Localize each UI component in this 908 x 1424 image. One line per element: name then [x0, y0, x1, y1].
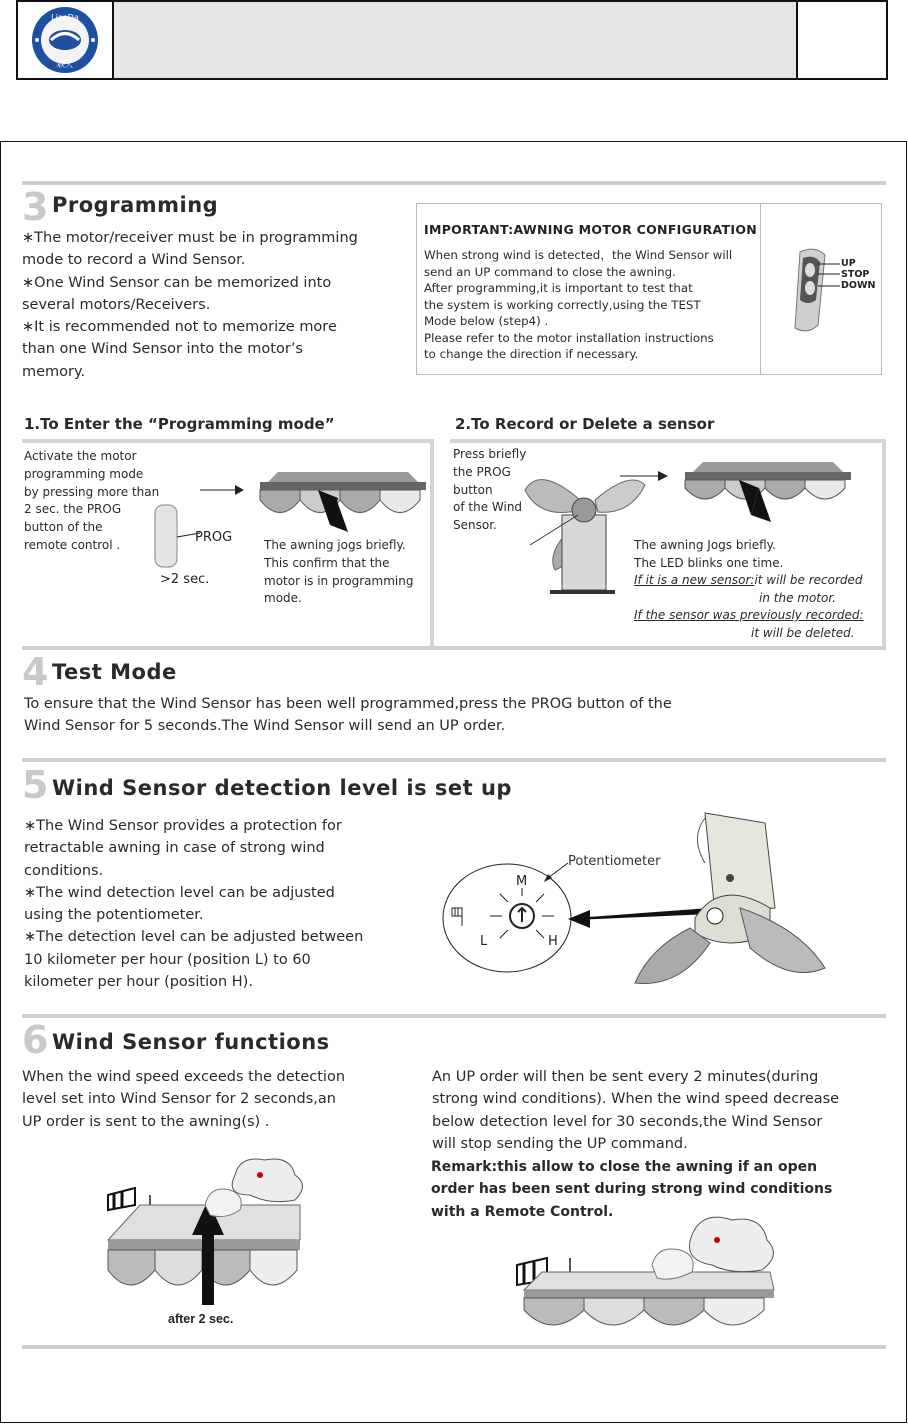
step2-title: 2.To Record or Delete a sensor [455, 415, 715, 433]
dial-label-l: L [480, 934, 488, 949]
dial-label-h: H [548, 934, 558, 949]
section-number: 3 [22, 185, 49, 229]
step1-title: 1.To Enter the “Programming mode” [24, 415, 335, 433]
section3-text: ∗The motor/receiver must be in programming mode to record a Wind Sensor. ∗One Wind Sensor can be memorized into several motors/Receivers. ∗It is recommended not to memorize more than one Wind Sensor into the motor’s memory. [22, 230, 358, 380]
section-divider [22, 1345, 886, 1349]
section-number: 5 [22, 763, 49, 807]
step2-result-line1: The awning Jogs briefly. [634, 538, 776, 552]
awning-closed-wind-icon [512, 1210, 802, 1350]
step2-instructions: Press briefly the PROG button of the Wind Sensor. [453, 447, 527, 533]
section-title: Wind Sensor detection level is set up [52, 776, 512, 800]
awning-jog-icon-2 [683, 460, 853, 525]
step2-top-bar [450, 439, 886, 443]
document-header [16, 0, 888, 80]
header-title-cell [114, 2, 798, 78]
section-divider [22, 1014, 886, 1018]
section-title: Wind Sensor functions [52, 1030, 330, 1054]
section6-right-text: An UP order will then be sent every 2 minutes(during strong wind conditions). When the wind speed decrease below detection level for 30 seconds,the Wind Sensor will stop sending the UP command. [432, 1069, 840, 1152]
awning-wind-up-icon [100, 1150, 315, 1330]
step2-side-bar [882, 439, 886, 647]
svg-text:LianDa: LianDa [51, 13, 79, 22]
header-page-cell [798, 2, 886, 78]
awning-jog-icon [258, 470, 428, 540]
box-divider [760, 204, 761, 374]
important-title: IMPORTANT:AWNING MOTOR CONFIGURATION [424, 222, 758, 237]
section-title: Test Mode [52, 660, 177, 684]
section4-text: To ensure that the Wind Sensor has been well programmed,press the PROG button of the Wind Sensor for 5 seconds.The Wind Sensor will send an UP order. [24, 696, 672, 735]
step2-result-line2: The LED blinks one time. [634, 556, 784, 570]
section-divider [22, 181, 886, 185]
section-divider [22, 758, 886, 762]
section-divider [22, 646, 886, 650]
svg-text:联大: 联大 [57, 60, 73, 69]
time-label: >2 sec. [160, 572, 210, 587]
potentiometer-diagram-icon [440, 808, 835, 993]
prog-label: PROG [195, 530, 233, 545]
liandae-logo-icon [27, 5, 103, 75]
remark-text: Remark:this allow to close the awning if an open order has been sent during strong wind conditions with a Remote Control. [431, 1159, 833, 1220]
step1-result: The awning jogs briefly. This confirm that the motor is in programming mode. [264, 538, 414, 606]
section6-left-text: When the wind speed exceeds the detection level set into Wind Sensor for 2 seconds,an UP order is sent to the awning(s) . [22, 1069, 346, 1130]
step1-instructions: Activate the motor programming mode by pressing more than 2 sec. the PROG button of the remote control . [24, 449, 160, 552]
step1-top-bar [22, 439, 434, 443]
after-2-sec-caption: after 2 sec. [168, 1312, 234, 1326]
remote-labels: UP STOP DOWN [841, 258, 876, 291]
section-number: 6 [22, 1018, 49, 1062]
previous-sensor-note: it will be deleted. [751, 626, 855, 640]
previous-sensor-label: If the sensor was previously recorded: [634, 608, 864, 622]
step1-side-bar [430, 439, 434, 647]
arrow-right-icon [620, 470, 670, 482]
potentiometer-label: Potentiometer [568, 854, 661, 869]
important-text: When strong wind is detected，the Wind Sensor will send an UP command to close the awning. After programming,it is important to test that the system is working correctly,using the TEST Mode below (step4) . Please refer to the motor installation instructions to change the direction if necessary. [424, 248, 733, 361]
section-number: 4 [22, 650, 49, 694]
section-title: Programming [52, 193, 219, 217]
company-logo [18, 2, 114, 78]
new-sensor-note: If it is a new sensor:it will be recorded [634, 573, 863, 587]
section5-text: ∗The Wind Sensor provides a protection for retractable awning in case of strong wind conditions. ∗The wind detection level can be adjusted using the potentiometer. ∗The detection level can be adjusted between 10 kilometer per hour (position L) to 60 kilometer per hour (position H). [24, 818, 364, 991]
new-sensor-note-2: in the motor. [759, 591, 836, 605]
dial-label-m: M [516, 874, 528, 889]
